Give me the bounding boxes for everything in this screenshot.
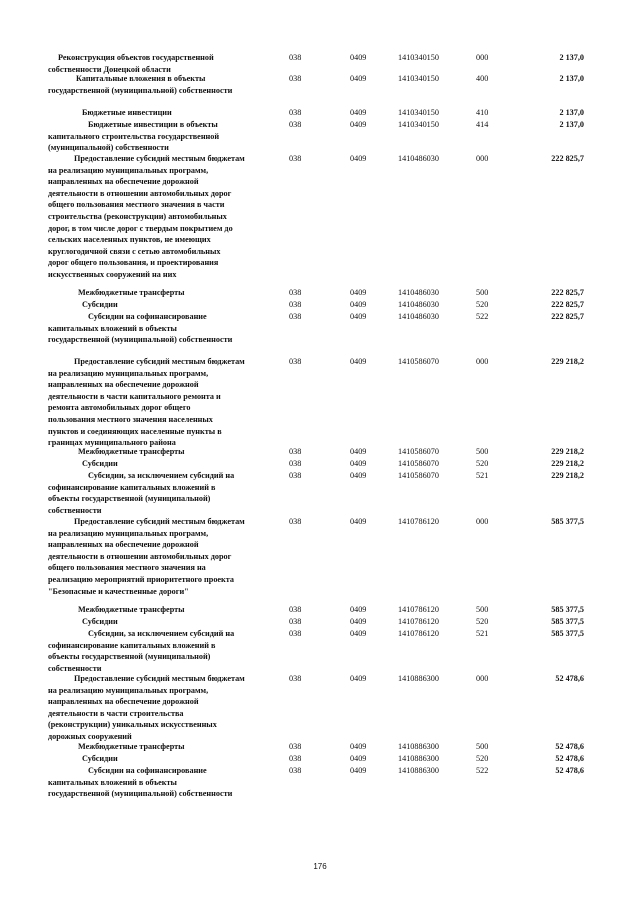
row-name-line: деятельности в отношении автомобильных дорог (48, 551, 232, 561)
expense-type-code: 000 (476, 53, 489, 62)
target-article-code: 1410586070 (398, 447, 439, 456)
target-article-code: 1410886300 (398, 674, 439, 683)
target-article-code: 1410340150 (398, 120, 439, 129)
row-name-line: пунктов и соединяющих населенные пункты в (48, 426, 222, 436)
ministry-code: 038 (289, 357, 302, 366)
row-name (48, 516, 273, 597)
expense-type-code: 522 (476, 312, 489, 321)
row-name-line: (муниципальной) собственности (48, 143, 169, 153)
row-name-line: строительства (реконструкции) автомобильных (48, 211, 227, 221)
amount: 229 218,2 (551, 357, 584, 366)
section-code: 0409 (350, 471, 367, 480)
row-name-line: Межбюджетные трансферты (78, 742, 185, 751)
target-article-code: 1410586070 (398, 471, 439, 480)
expense-type-code: 414 (476, 120, 489, 129)
target-article-code: 1410786120 (398, 617, 439, 626)
row-name (48, 470, 273, 516)
expense-type-code: 520 (476, 754, 489, 763)
section-code: 0409 (350, 674, 367, 683)
target-article-code: 1410586070 (398, 459, 439, 468)
ministry-code: 038 (289, 288, 302, 297)
row-name (48, 458, 273, 470)
ministry-code: 038 (289, 53, 302, 62)
amount: 585 377,5 (551, 605, 584, 614)
amount: 2 137,0 (559, 74, 584, 83)
target-article-code: 1410786120 (398, 517, 439, 526)
amount: 52 478,6 (555, 766, 584, 775)
row-name-line: объекты государственной (муниципальной) (48, 494, 211, 504)
section-code: 0409 (350, 629, 367, 638)
row-name-line: Субсидии на софинансирование (88, 312, 207, 321)
amount: 222 825,7 (551, 288, 584, 297)
row-name-line: направленных на обеспечение дорожной (48, 540, 199, 550)
row-name-line: общего пользования местного значения в части (48, 200, 225, 210)
row-name-line: ремонта автомобильных дорог общего (48, 403, 191, 413)
section-code: 0409 (350, 766, 367, 775)
row-name-line: капитального строительства государственной (48, 131, 220, 141)
page-number: 176 (313, 862, 327, 871)
amount: 52 478,6 (555, 674, 584, 683)
expense-type-code: 520 (476, 617, 489, 626)
row-name-line: дорог, в том числе дорог с твердым покрытием до (48, 223, 233, 233)
amount: 585 377,5 (551, 517, 584, 526)
amount: 2 137,0 (559, 53, 584, 62)
row-name-line: (реконструкции) уникальных искусственных (48, 720, 217, 730)
ministry-code: 038 (289, 471, 302, 480)
row-name-line: направленных на обеспечение дорожной (48, 697, 199, 707)
row-name-line: Бюджетные инвестиции в объекты (88, 120, 218, 129)
expense-type-code: 521 (476, 471, 489, 480)
section-code: 0409 (350, 120, 367, 129)
amount: 52 478,6 (555, 742, 584, 751)
amount: 585 377,5 (551, 629, 584, 638)
row-name (48, 299, 273, 311)
ministry-code: 038 (289, 754, 302, 763)
expense-type-code: 410 (476, 108, 489, 117)
row-name (48, 311, 273, 346)
ministry-code: 038 (289, 766, 302, 775)
row-name-line: Субсидии (82, 300, 118, 309)
row-name (48, 753, 273, 765)
row-name-line: Субсидии (82, 459, 118, 468)
row-name (48, 119, 273, 154)
row-name-line: Бюджетные инвестиции (82, 108, 172, 117)
target-article-code: 1410886300 (398, 754, 439, 763)
row-name-line: софинансирование капитальных вложений в (48, 482, 216, 492)
expense-type-code: 000 (476, 517, 489, 526)
target-article-code: 1410586070 (398, 357, 439, 366)
row-name-line: Субсидии, за исключением субсидий на (88, 629, 235, 638)
section-code: 0409 (350, 312, 367, 321)
row-name-line: общего пользования местного значения на (48, 563, 206, 573)
section-code: 0409 (350, 300, 367, 309)
row-name (48, 287, 273, 299)
expense-type-code: 400 (476, 74, 489, 83)
ministry-code: 038 (289, 629, 302, 638)
row-name-line: на реализацию муниципальных программ, (48, 685, 209, 695)
ministry-code: 038 (289, 459, 302, 468)
expense-type-code: 000 (476, 357, 489, 366)
expense-type-code: 500 (476, 605, 489, 614)
amount: 229 218,2 (551, 471, 584, 480)
row-name-line: Межбюджетные трансферты (78, 605, 185, 614)
section-code: 0409 (350, 605, 367, 614)
row-name-line: Предоставление субсидий местным бюджетам (74, 674, 245, 683)
target-article-code: 1410486030 (398, 288, 439, 297)
amount: 222 825,7 (551, 154, 584, 163)
ministry-code: 038 (289, 674, 302, 683)
ministry-code: 038 (289, 742, 302, 751)
section-code: 0409 (350, 74, 367, 83)
target-article-code: 1410486030 (398, 154, 439, 163)
amount: 2 137,0 (559, 108, 584, 117)
row-name-line: Капитальные вложения в объекты (76, 74, 206, 83)
expense-type-code: 500 (476, 288, 489, 297)
section-code: 0409 (350, 447, 367, 456)
section-code: 0409 (350, 754, 367, 763)
amount: 585 377,5 (551, 617, 584, 626)
expense-type-code: 522 (476, 766, 489, 775)
row-name (48, 52, 273, 75)
row-name-line: на реализацию муниципальных программ, (48, 368, 209, 378)
row-name-line: Межбюджетные трансферты (78, 288, 185, 297)
expense-type-code: 521 (476, 629, 489, 638)
row-name-line: софинансирование капитальных вложений в (48, 640, 216, 650)
section-code: 0409 (350, 742, 367, 751)
row-name (48, 616, 273, 628)
row-name-line: направленных на обеспечение дорожной (48, 380, 199, 390)
amount: 222 825,7 (551, 300, 584, 309)
target-article-code: 1410340150 (398, 53, 439, 62)
section-code: 0409 (350, 617, 367, 626)
row-name-line: направленных на обеспечение дорожной (48, 177, 199, 187)
target-article-code: 1410886300 (398, 766, 439, 775)
row-name-line: Субсидии, за исключением субсидий на (88, 471, 235, 480)
row-name-line: государственной (муниципальной) собственности (48, 85, 233, 95)
ministry-code: 038 (289, 617, 302, 626)
row-name (48, 107, 273, 119)
row-name-line: реализацию мероприятий приоритетного проекта (48, 574, 234, 584)
ministry-code: 038 (289, 108, 302, 117)
row-name-line: капитальных вложений в объекты (48, 777, 177, 787)
row-name-line: объекты государственной (муниципальной) (48, 652, 211, 662)
row-name-line: собственности (48, 505, 102, 515)
row-name-line: круглогодичной связи с сетью автомобильных (48, 246, 221, 256)
expense-type-code: 520 (476, 459, 489, 468)
amount: 229 218,2 (551, 459, 584, 468)
ministry-code: 038 (289, 517, 302, 526)
amount: 2 137,0 (559, 120, 584, 129)
row-name-line: деятельности в части строительства (48, 708, 184, 718)
section-code: 0409 (350, 154, 367, 163)
target-article-code: 1410486030 (398, 300, 439, 309)
row-name-line: сельских населенных пунктов, не имеющих (48, 235, 211, 245)
expense-type-code: 500 (476, 742, 489, 751)
row-name-line: государственной (муниципальной) собственности (48, 789, 233, 799)
ministry-code: 038 (289, 447, 302, 456)
row-name (48, 628, 273, 674)
row-name (48, 604, 273, 616)
row-name-line: Субсидии на софинансирование (88, 766, 207, 775)
row-name (48, 73, 273, 96)
amount: 222 825,7 (551, 312, 584, 321)
row-name (48, 446, 273, 458)
ministry-code: 038 (289, 300, 302, 309)
row-name (48, 741, 273, 753)
target-article-code: 1410486030 (398, 312, 439, 321)
row-name (48, 673, 273, 743)
section-code: 0409 (350, 288, 367, 297)
row-name-line: Субсидии (82, 754, 118, 763)
row-name-line: собственности Донецкой области (48, 64, 171, 74)
row-name-line: государственной (муниципальной) собственности (48, 335, 233, 345)
row-name-line: на реализацию муниципальных программ, (48, 528, 209, 538)
row-name-line: границах муниципального района (48, 438, 176, 448)
amount: 229 218,2 (551, 447, 584, 456)
amount: 52 478,6 (555, 754, 584, 763)
row-name (48, 153, 273, 281)
row-name-line: Субсидии (82, 617, 118, 626)
row-name-line: пользования местного значения населенных (48, 414, 213, 424)
section-code: 0409 (350, 357, 367, 366)
row-name-line: деятельности в части капитального ремонта и (48, 391, 221, 401)
row-name-line: дорожных сооружений (48, 731, 132, 741)
ministry-code: 038 (289, 605, 302, 614)
row-name-line: Предоставление субсидий местным бюджетам (74, 517, 245, 526)
target-article-code: 1410340150 (398, 74, 439, 83)
expense-type-code: 000 (476, 154, 489, 163)
expense-type-code: 520 (476, 300, 489, 309)
row-name-line: Предоставление субсидий местным бюджетам (74, 357, 245, 366)
section-code: 0409 (350, 108, 367, 117)
row-name-line: Предоставление субсидий местным бюджетам (74, 154, 245, 163)
row-name-line: дорог общего пользования, и проектирования (48, 258, 219, 268)
row-name-line: искусственных сооружений на них (48, 269, 177, 279)
target-article-code: 1410340150 (398, 108, 439, 117)
ministry-code: 038 (289, 312, 302, 321)
row-name-line: деятельности в отношении автомобильных дорог (48, 188, 232, 198)
target-article-code: 1410786120 (398, 629, 439, 638)
section-code: 0409 (350, 53, 367, 62)
row-name-line: собственности (48, 663, 102, 673)
section-code: 0409 (350, 459, 367, 468)
row-name-line: Межбюджетные трансферты (78, 447, 185, 456)
expense-type-code: 500 (476, 447, 489, 456)
section-code: 0409 (350, 517, 367, 526)
ministry-code: 038 (289, 74, 302, 83)
target-article-code: 1410786120 (398, 605, 439, 614)
row-name-line: Реконструкция объектов государственной (58, 53, 214, 62)
row-name (48, 765, 273, 800)
row-name-line: капитальных вложений в объекты (48, 323, 177, 333)
row-name-line: на реализацию муниципальных программ, (48, 165, 209, 175)
ministry-code: 038 (289, 154, 302, 163)
target-article-code: 1410886300 (398, 742, 439, 751)
ministry-code: 038 (289, 120, 302, 129)
row-name-line: "Безопасные и качественные дороги" (48, 586, 189, 596)
expense-type-code: 000 (476, 674, 489, 683)
row-name (48, 356, 273, 449)
